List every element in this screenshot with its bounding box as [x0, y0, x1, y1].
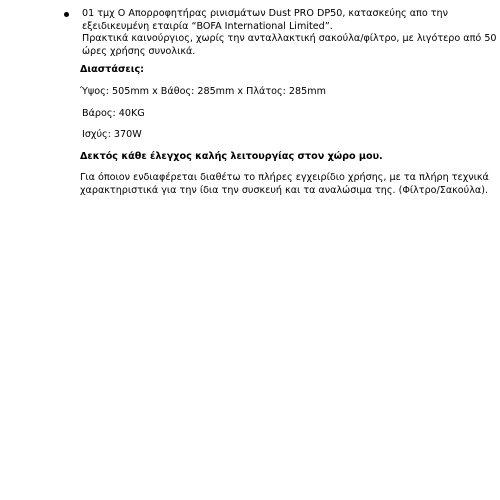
manual-note-line-2: χαρακτηριστικά για την ίδια την συσκευή και τα αναλώσιμα της. (Φίλτρο/Σακούλα). [80, 184, 489, 196]
bullet-dot-icon [64, 12, 69, 17]
weight-text: Βάρος: 40KG [82, 108, 145, 119]
manual-note [80, 172, 489, 197]
dimensions-heading: Διαστάσεις: [80, 64, 145, 75]
dimensions-text: Ύψος: 505mm x Βάθος: 285mm x Πλάτος: 285mm [80, 86, 326, 97]
product-line-4: ώρες χρήσης συνολικά. [82, 45, 196, 57]
manual-note-line-1: Για όποιον ενδιαφέρεται διαθέτω το πλήρες εγχειρίδιο χρήσης, με τα πλήρη τεχνικά [80, 172, 489, 183]
power-text: Ισχύς: 370W [82, 129, 142, 140]
product-description-text [82, 8, 497, 58]
product-line-2: εξειδικευμένη εταιρία “BOFA International Limited”. [82, 20, 333, 32]
product-line-1: 01 τμχ Ο Απορροφητήρας ρινισμάτων Dust PRO DP50, κατασκεύης απο την [82, 8, 448, 19]
product-line-3: Πρακτικά καινούργιος, χωρίς την ανταλλακτική σακούλα/φίλτρο, με λιγότερο από 50 [82, 33, 497, 44]
inspection-heading: Δεκτός κάθε έλεγχος καλής λειτουργίας στον χώρο μου. [80, 151, 383, 162]
